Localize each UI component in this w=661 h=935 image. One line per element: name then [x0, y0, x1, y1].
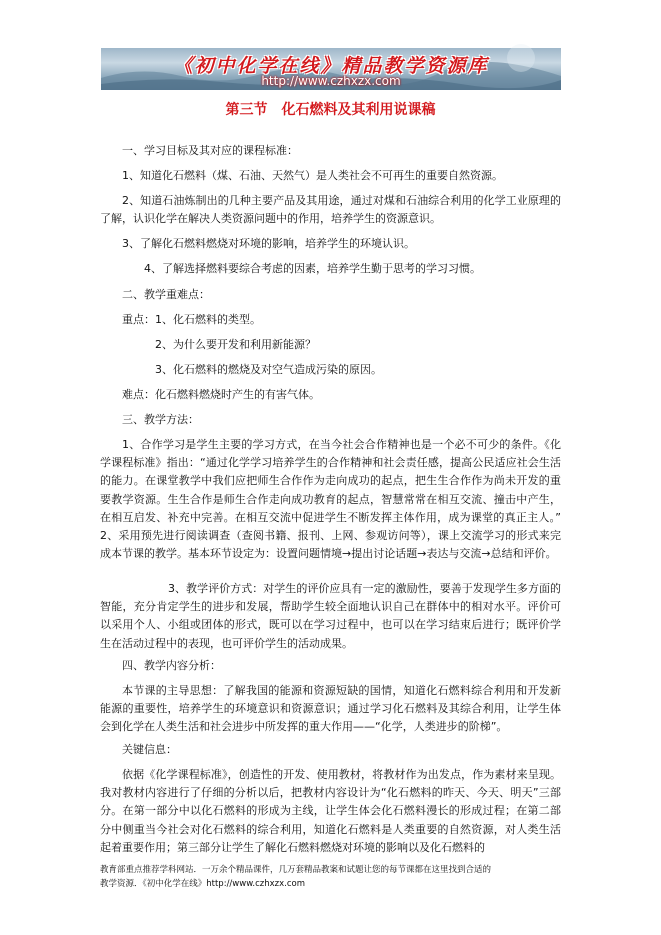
section-2-heading: 二、教学重难点：	[122, 288, 210, 301]
section-2-hard: 难点：化石燃料燃烧时产生的有害气体。	[122, 388, 320, 401]
section-1-item-2: 2、知道石油炼制出的几种主要产品及其用途，通过对煤和石油综合利用的化学工业原理的了解，认识化学在解决人类资源问题中的作用，培养学生的资源意识。	[100, 194, 561, 226]
page-footer	[100, 863, 570, 891]
section-1-item-4: 4、了解选择燃料要综合考虑的因素，培养学生勤于思考的学习习惯。	[144, 262, 481, 275]
section-1-item-1: 1、知道化石燃料（煤、石油、天然气）是人类社会不可再生的重要自然资源。	[122, 169, 503, 182]
footer-line-1: 教育部重点推荐学科网站．一万余个精品课件，几万套精品教案和试题让您的每节课都在这里找到合适的	[100, 865, 492, 875]
footer-line-2[interactable]: 教学资源．《初中化学在线》http://www.czhxzx.com	[100, 879, 305, 889]
section-2-key-1: 重点：1、化石燃料的类型。	[122, 313, 261, 326]
section-1-item-3: 3、了解化石燃料燃烧对环境的影响，培养学生的环境认识。	[122, 237, 415, 250]
banner-url[interactable]: http://www.czhxzx.com	[261, 74, 401, 88]
header-banner	[101, 48, 561, 90]
section-2-key-2: 2、为什么要开发和利用新能源？	[155, 338, 316, 351]
banner-title: 《初中化学在线》精品教学资源库	[173, 55, 489, 77]
section-4-paragraph-2: 依据《化学课程标准》，创造性的开发、使用教材，将教材作为出发点，作为素材来呈现。我对教材内容进行了仔细的分析以后，把教材内容设计为“化石燃料的昨天、今天、明天”三部分。在第一部分中以化石燃料的形成为主线，让学生体会化石燃料漫长的形成过程；在第二部分中侧重当今社会对化石燃料的综合利用，知道化石燃料是人类重要的自然资源，对人类生活起着重要作用；第三部分让学生了解化石燃料燃烧对环境的影响以及化石燃料的	[100, 768, 561, 854]
section-3-heading: 三、教学方法：	[122, 413, 199, 426]
section-3-paragraph-2: 3、教学评价方式：对学生的评价应具有一定的激励性，要善于发现学生多方面的智能，充分肯定学生的进步和发展，帮助学生较全面地认识自己在群体中的相对水平。评价可以采用个人、小组或团体的形式，既可以在学习过程中，也可以在学习结束后进行；既评价学生在活动过程中的表现，也可评价学生的活动成果。	[100, 582, 561, 650]
section-3-paragraph-1: 1、合作学习是学生主要的学习方式，在当今社会合作精神也是一个必不可少的条件。《化学课程标准》指出：“通过化学学习培养学生的合作精神和社会责任感，提高公民适应社会生活的能力。在课堂教学中我们应把师生合作作为走向成功的起点，把生生合作作为尚未开发的重要教学资源。生生合作是师生合作走向成功教育的起点，智慧常常在相互交流、撞击中产生，在相互启发、补充中完善。在相互交流中促进学生不断发挥主体作用，成为课堂的真正主人。” 2、采用预先进行阅读调查（查阅书籍、报刊、上网、参观访问等），课上交流学习的形式来完成本节课的教学。基本环节设定为：设置问题情境→提出讨论话题→表达与交流→总结和评价。	[100, 438, 583, 561]
page-title: 第三节 化石燃料及其利用说课稿	[225, 102, 436, 118]
section-4-key-heading: 关键信息：	[122, 743, 177, 756]
section-2-key-3: 3、化石燃料的燃烧及对空气造成污染的原因。	[155, 363, 382, 376]
section-4-paragraph-1: 本节课的主导思想：了解我国的能源和资源短缺的国情，知道化石燃料综合利用和开发新能源的重要性，培养学生的环境意识和资源意识；通过学习化石燃料及其综合利用，让学生体会到化学在人类生活和社会进步中所发挥的重大作用——“化学，人类进步的阶梯”。	[100, 684, 561, 734]
section-1-heading: 一、学习目标及其对应的课程标准：	[122, 144, 298, 157]
section-4-heading: 四、教学内容分析：	[122, 659, 221, 672]
